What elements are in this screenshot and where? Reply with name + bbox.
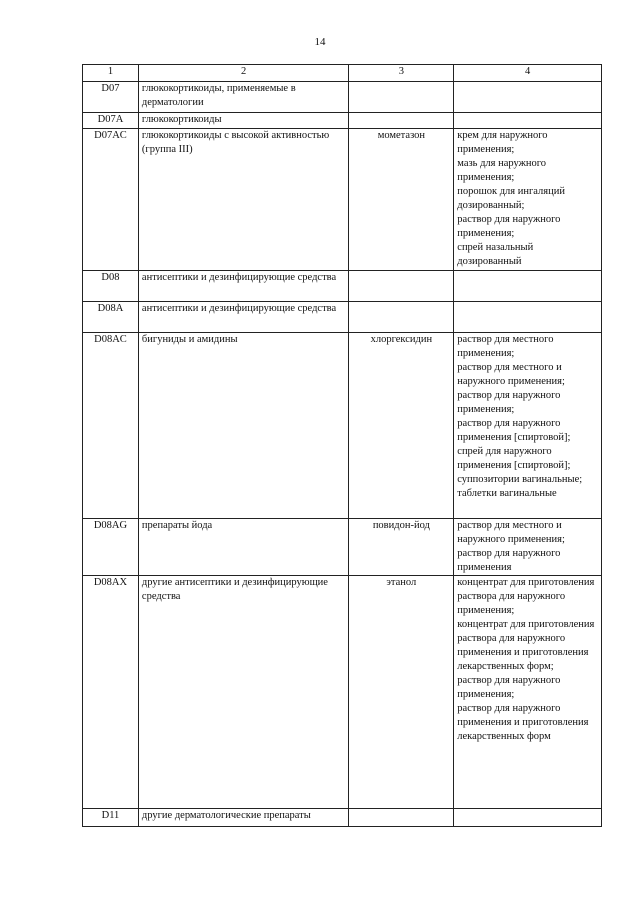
dosage-form: раствор для наружного применения; [457, 390, 561, 415]
group-name-cell: антисептики и дезинфицирующие средства [138, 302, 349, 333]
dosage-forms-cell [454, 271, 602, 302]
table-row [83, 271, 602, 302]
dosage-form: спрей для наружного применения [спиртовой]; [457, 446, 571, 471]
table-row [83, 576, 602, 809]
dosage-forms-cell [454, 113, 602, 129]
table-row [83, 809, 602, 827]
dosage-form: раствор для наружного применения и приготовления лекарственных форм [457, 703, 589, 742]
inn-cell [349, 302, 454, 333]
dosage-forms-cell [454, 576, 602, 809]
dosage-form: спрей назальный дозированный [457, 242, 534, 267]
atc-code-cell: D08AG [83, 519, 139, 576]
dosage-form: раствор для местного и наружного применения; [457, 362, 565, 387]
atc-code-cell: D07 [83, 82, 139, 113]
column-header: 1 [83, 65, 139, 82]
table-header-row [83, 65, 602, 82]
group-name-cell: глюкокортикоиды, применяемые в дерматологии [138, 82, 349, 113]
inn-cell [349, 809, 454, 827]
group-name-cell: глюкокортикоиды с высокой активностью (группа III) [138, 129, 349, 271]
group-name-cell: бигуниды и амидины [138, 333, 349, 519]
inn-cell [349, 271, 454, 302]
dosage-form: крем для наружного применения; [457, 130, 548, 155]
dosage-forms-cell [454, 82, 602, 113]
group-name-cell: антисептики и дезинфицирующие средства [138, 271, 349, 302]
inn-cell: повидон-йод [349, 519, 454, 576]
atc-code-cell: D08 [83, 271, 139, 302]
atc-code-cell: D08AC [83, 333, 139, 519]
dosage-form: концентрат для приготовления раствора для наружного применения и приготовления лекарственных форм; [457, 619, 595, 672]
inn-cell: мометазон [349, 129, 454, 271]
dosage-forms-cell [454, 302, 602, 333]
inn-cell [349, 113, 454, 129]
inn-cell [349, 82, 454, 113]
atc-code-cell: D07A [83, 113, 139, 129]
table-row [83, 113, 602, 129]
dosage-form: суппозитории вагинальные; [457, 474, 583, 485]
table-row [83, 129, 602, 271]
column-header: 3 [349, 65, 454, 82]
group-name-cell: глюкокортикоиды [138, 113, 349, 129]
table-row [83, 302, 602, 333]
dosage-forms-cell [454, 129, 602, 271]
dosage-form: концентрат для приготовления раствора для наружного применения; [457, 577, 595, 616]
page-number: 14 [314, 36, 326, 48]
table-row [83, 519, 602, 576]
atc-code-cell: D08AX [83, 576, 139, 809]
dosage-form: раствор для наружного применения; [457, 675, 561, 700]
drug-classification-table [82, 64, 602, 827]
table-row [83, 333, 602, 519]
dosage-form: раствор для наружного применения [457, 548, 561, 573]
group-name-cell: препараты йода [138, 519, 349, 576]
dosage-forms-cell [454, 333, 602, 519]
dosage-form: таблетки вагинальные [457, 488, 557, 499]
atc-code-cell: D07AC [83, 129, 139, 271]
dosage-form: раствор для наружного применения [спиртовой]; [457, 418, 571, 443]
dosage-form: порошок для ингаляций дозированный; [457, 186, 565, 211]
dosage-form: мазь для наружного применения; [457, 158, 547, 183]
dosage-forms-cell [454, 809, 602, 827]
column-header: 4 [454, 65, 602, 82]
inn-cell: хлоргексидин [349, 333, 454, 519]
dosage-form: раствор для местного и наружного применения; [457, 520, 565, 545]
dosage-form: раствор для местного применения; [457, 334, 554, 359]
dosage-forms-cell [454, 519, 602, 576]
group-name-cell: другие антисептики и дезинфицирующие средства [138, 576, 349, 809]
inn-cell: этанол [349, 576, 454, 809]
table-row [83, 82, 602, 113]
dosage-form: раствор для наружного применения; [457, 214, 561, 239]
atc-code-cell: D11 [83, 809, 139, 827]
atc-code-cell: D08A [83, 302, 139, 333]
group-name-cell: другие дерматологические препараты [138, 809, 349, 827]
column-header: 2 [138, 65, 349, 82]
